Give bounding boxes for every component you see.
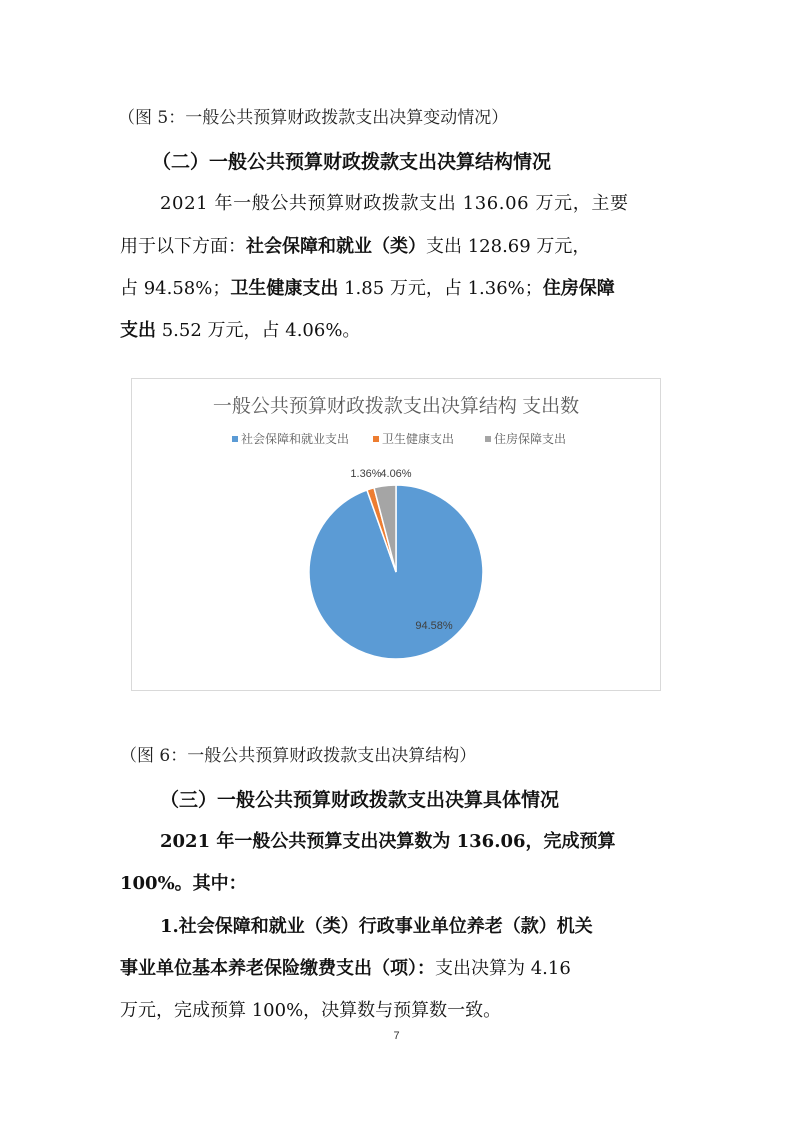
item-1-line-2 [120,956,571,982]
page-number: 7 [393,1030,400,1042]
pie-data-label: 94.58% [415,620,453,632]
text-run: 占 94.58%； [120,278,231,299]
section-3-para-line-2: 100%。其中： [120,873,247,894]
bold-run-social-security: 社会保障和就业（类） [246,236,426,257]
text-run: 用于以下方面： [120,236,246,257]
section-2-para-line-3 [120,276,615,302]
text-run: 支出决算为 4.16 [435,958,571,979]
section-2-para-line-2 [120,234,590,260]
bold-run-expense: 支出 [120,320,156,341]
legend-label: 住房保障支出 [494,432,567,446]
bold-run-health: 卫生健康支出 [230,278,339,299]
legend-entry [232,431,349,446]
section-3-heading: （三）一般公共预算财政拨款支出决算具体情况 [160,789,560,811]
bold-run-housing: 住房保障 [542,278,615,299]
legend-swatch [485,436,491,442]
item-1-line-3: 万元，完成预算 100%，决算数与预算数一致。 [120,1000,502,1021]
legend-swatch [232,436,238,442]
text-run: 1.85 万元，占 1.36%； [338,278,543,299]
figure-6-caption: （图 6：一般公共预算财政拨款支出决算结构） [120,746,477,766]
text-run: 5.52 万元，占 4.06%。 [156,320,361,341]
pie-data-label: 1.36% [350,468,382,480]
section-3-para-line-1: 2021 年一般公共预算支出决算数为 136.06，完成预算 [160,831,616,852]
section-2-heading: （二）一般公共预算财政拨款支出决算结构情况 [152,151,552,173]
chart-title: 一般公共预算财政拨款支出决算结构 支出数 [212,396,580,417]
pie-chart [131,378,661,691]
figure-5-caption: （图 5：一般公共预算财政拨款支出决算变动情况） [118,108,509,128]
pie-chart-canvas [132,379,660,690]
legend-label: 社会保障和就业支出 [241,432,350,446]
chart-legend [232,431,566,446]
section-2-para-line-4 [120,318,360,344]
bold-run-item-title: 事业单位基本养老保险缴费支出（项）： [120,958,435,979]
section-2-para-line-1: 2021 年一般公共预算财政拨款支出 136.06 万元，主要 [160,193,629,214]
item-1-line-1: 1.社会保障和就业（类）行政事业单位养老（款）机关 [160,916,593,937]
text-run: 支出 128.69 万元， [426,236,591,257]
pie-slices [309,485,483,659]
pie-data-label: 4.06% [380,468,412,480]
legend-entry [373,431,454,446]
legend-entry [485,431,566,446]
legend-swatch [373,436,379,442]
legend-label: 卫生健康支出 [382,432,455,446]
